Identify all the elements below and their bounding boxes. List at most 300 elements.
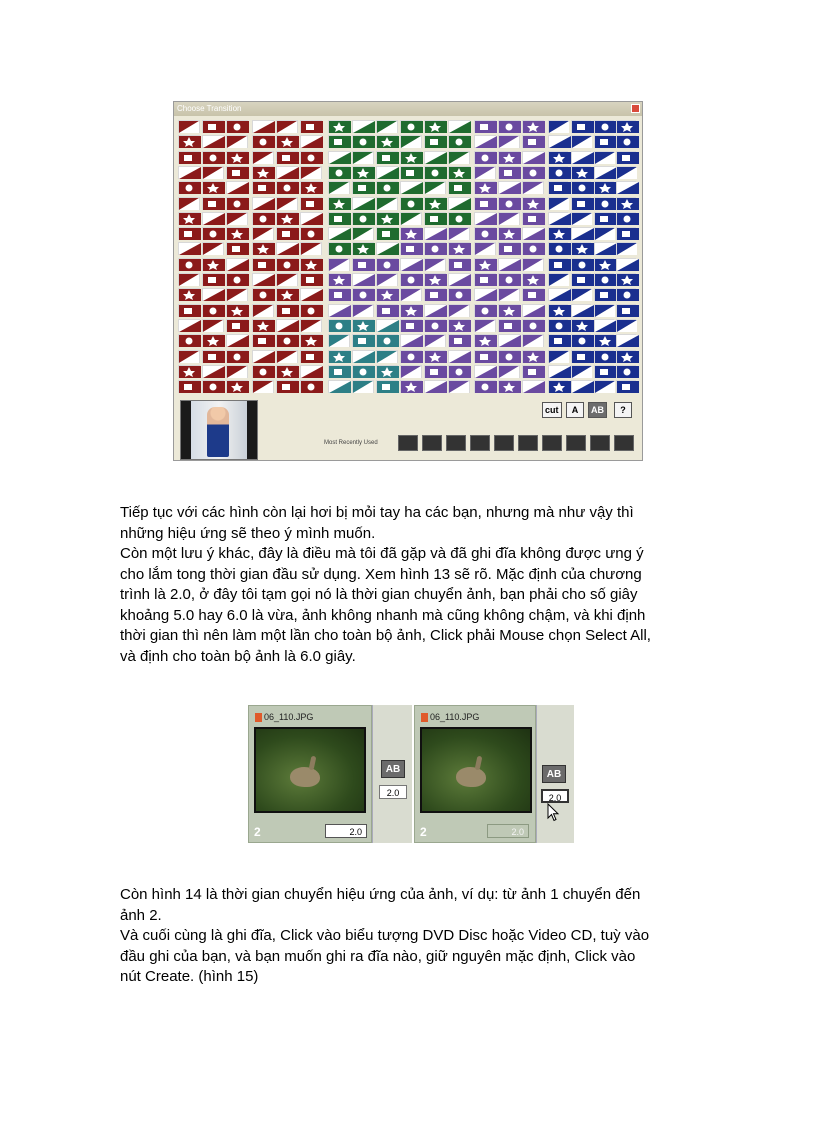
mru-transition[interactable] bbox=[590, 435, 610, 451]
transition-thumbnail[interactable] bbox=[376, 197, 398, 210]
transition-thumbnail[interactable] bbox=[226, 227, 248, 240]
transition-thumbnail[interactable] bbox=[328, 166, 350, 179]
transition-thumbnail[interactable] bbox=[300, 365, 322, 378]
transition-thumbnail[interactable] bbox=[300, 151, 322, 164]
transition-thumbnail[interactable] bbox=[178, 197, 200, 210]
transition-thumbnail[interactable] bbox=[616, 350, 636, 363]
transition-thumbnail[interactable] bbox=[202, 181, 224, 194]
transition-thumbnail[interactable] bbox=[276, 304, 298, 317]
transition-thumbnail[interactable] bbox=[178, 380, 200, 393]
transition-thumbnail[interactable] bbox=[276, 242, 298, 255]
transition-thumbnail[interactable] bbox=[474, 334, 496, 347]
transition-thumbnail[interactable] bbox=[376, 304, 398, 317]
transition-thumbnail[interactable] bbox=[376, 288, 398, 301]
transition-thumbnail[interactable] bbox=[548, 227, 568, 240]
transition-thumbnail[interactable] bbox=[300, 120, 322, 133]
transition-thumbnail[interactable] bbox=[328, 212, 350, 225]
transition-thumbnail[interactable] bbox=[571, 319, 591, 332]
transition-thumbnail[interactable] bbox=[276, 197, 298, 210]
cut-button[interactable]: cut bbox=[542, 402, 562, 418]
mru-transition[interactable] bbox=[518, 435, 538, 451]
transition-thumbnail[interactable] bbox=[424, 166, 446, 179]
transition-thumbnail[interactable] bbox=[400, 120, 422, 133]
transition-thumbnail[interactable] bbox=[424, 151, 446, 164]
transition-thumbnail[interactable] bbox=[594, 197, 614, 210]
transition-thumbnail[interactable] bbox=[300, 350, 322, 363]
transition-thumbnail[interactable] bbox=[424, 273, 446, 286]
transition-thumbnail[interactable] bbox=[594, 365, 614, 378]
transition-thumbnail[interactable] bbox=[178, 304, 200, 317]
transition-thumbnail[interactable] bbox=[498, 212, 520, 225]
transition-thumbnail[interactable] bbox=[616, 197, 636, 210]
transition-thumbnail[interactable] bbox=[352, 334, 374, 347]
transition-thumbnail[interactable] bbox=[400, 273, 422, 286]
transition-thumbnail[interactable] bbox=[226, 120, 248, 133]
transition-thumbnail[interactable] bbox=[571, 181, 591, 194]
transition-thumbnail[interactable] bbox=[498, 319, 520, 332]
transition-thumbnail[interactable] bbox=[571, 151, 591, 164]
transition-thumbnail[interactable] bbox=[300, 319, 322, 332]
transition-thumbnail[interactable] bbox=[571, 242, 591, 255]
transition-thumbnail[interactable] bbox=[548, 151, 568, 164]
transition-thumbnail[interactable] bbox=[328, 380, 350, 393]
transition-thumbnail[interactable] bbox=[376, 350, 398, 363]
transition-thumbnail[interactable] bbox=[276, 273, 298, 286]
transition-thumbnail[interactable] bbox=[178, 181, 200, 194]
transition-thumbnail[interactable] bbox=[400, 135, 422, 148]
transition-thumbnail[interactable] bbox=[448, 227, 470, 240]
transition-thumbnail[interactable] bbox=[474, 151, 496, 164]
transition-thumbnail[interactable] bbox=[571, 380, 591, 393]
mru-transition[interactable] bbox=[422, 435, 442, 451]
transition-thumbnail[interactable] bbox=[424, 212, 446, 225]
duration-field[interactable]: 2.0 bbox=[325, 824, 367, 838]
transition-thumbnail[interactable] bbox=[616, 181, 636, 194]
transition-thumbnail[interactable] bbox=[498, 151, 520, 164]
transition-thumbnail[interactable] bbox=[276, 227, 298, 240]
transition-thumbnail[interactable] bbox=[522, 258, 544, 271]
transition-thumbnail[interactable] bbox=[352, 151, 374, 164]
transition-thumbnail[interactable] bbox=[448, 212, 470, 225]
transition-thumbnail[interactable] bbox=[594, 319, 614, 332]
transition-thumbnail[interactable] bbox=[300, 227, 322, 240]
transition-thumbnail[interactable] bbox=[448, 304, 470, 317]
transition-thumbnail[interactable] bbox=[328, 365, 350, 378]
transition-thumbnail[interactable] bbox=[594, 227, 614, 240]
transition-thumbnail[interactable] bbox=[424, 380, 446, 393]
transition-thumbnail[interactable] bbox=[548, 242, 568, 255]
transition-thumbnail[interactable] bbox=[498, 334, 520, 347]
transition-thumbnail[interactable] bbox=[548, 166, 568, 179]
transition-thumbnail[interactable] bbox=[548, 212, 568, 225]
transition-thumbnail[interactable] bbox=[376, 181, 398, 194]
transition-thumbnail[interactable] bbox=[448, 135, 470, 148]
transition-thumbnail[interactable] bbox=[376, 258, 398, 271]
transition-thumbnail[interactable] bbox=[571, 166, 591, 179]
transition-thumbnail[interactable] bbox=[328, 319, 350, 332]
transition-thumbnail[interactable] bbox=[328, 304, 350, 317]
transition-thumbnail[interactable] bbox=[498, 273, 520, 286]
transition-thumbnail[interactable] bbox=[328, 227, 350, 240]
transition-thumbnail[interactable] bbox=[474, 120, 496, 133]
transition-thumbnail[interactable] bbox=[594, 151, 614, 164]
transition-thumbnail[interactable] bbox=[616, 258, 636, 271]
transition-thumbnail[interactable] bbox=[178, 273, 200, 286]
transition-thumbnail[interactable] bbox=[178, 120, 200, 133]
transition-thumbnail[interactable] bbox=[376, 212, 398, 225]
transition-thumbnail[interactable] bbox=[376, 242, 398, 255]
transition-thumbnail[interactable] bbox=[424, 350, 446, 363]
transition-thumbnail[interactable] bbox=[594, 212, 614, 225]
transition-thumbnail[interactable] bbox=[616, 273, 636, 286]
transition-thumbnail[interactable] bbox=[474, 350, 496, 363]
mru-transition[interactable] bbox=[398, 435, 418, 451]
transition-thumbnail[interactable] bbox=[424, 319, 446, 332]
transition-thumbnail[interactable] bbox=[226, 151, 248, 164]
transition-thumbnail[interactable] bbox=[276, 181, 298, 194]
transition-thumbnail[interactable] bbox=[252, 151, 274, 164]
transition-thumbnail[interactable] bbox=[400, 258, 422, 271]
transition-thumbnail[interactable] bbox=[522, 120, 544, 133]
transition-thumbnail[interactable] bbox=[498, 304, 520, 317]
transition-thumbnail[interactable] bbox=[376, 151, 398, 164]
transition-thumbnail[interactable] bbox=[594, 304, 614, 317]
transition-thumbnail[interactable] bbox=[571, 197, 591, 210]
mru-transition[interactable] bbox=[614, 435, 634, 451]
transition-thumbnail[interactable] bbox=[498, 380, 520, 393]
transition-thumbnail[interactable] bbox=[594, 242, 614, 255]
transition-thumbnail[interactable] bbox=[276, 120, 298, 133]
transition-thumbnail[interactable] bbox=[276, 350, 298, 363]
transition-thumbnail[interactable] bbox=[202, 120, 224, 133]
transition-thumbnail[interactable] bbox=[178, 288, 200, 301]
transition-thumbnail[interactable] bbox=[352, 166, 374, 179]
transition-thumbnail[interactable] bbox=[424, 242, 446, 255]
transition-thumbnail[interactable] bbox=[202, 288, 224, 301]
transition-thumbnail[interactable] bbox=[352, 258, 374, 271]
transition-thumbnail[interactable] bbox=[400, 151, 422, 164]
transition-thumbnail[interactable] bbox=[522, 365, 544, 378]
transition-thumbnail[interactable] bbox=[474, 181, 496, 194]
transition-thumbnail[interactable] bbox=[448, 273, 470, 286]
transition-thumbnail[interactable] bbox=[276, 151, 298, 164]
transition-thumbnail[interactable] bbox=[424, 365, 446, 378]
transition-thumbnail[interactable] bbox=[571, 365, 591, 378]
transition-thumbnail[interactable] bbox=[202, 273, 224, 286]
transition-thumbnail[interactable] bbox=[400, 197, 422, 210]
transition-thumbnail[interactable] bbox=[522, 334, 544, 347]
transition-thumbnail[interactable] bbox=[616, 288, 636, 301]
transition-thumbnail[interactable] bbox=[474, 258, 496, 271]
transition-thumbnail[interactable] bbox=[202, 151, 224, 164]
help-button[interactable]: ? bbox=[614, 402, 632, 418]
transition-thumbnail[interactable] bbox=[548, 273, 568, 286]
transition-thumbnail[interactable] bbox=[276, 288, 298, 301]
transition-thumbnail[interactable] bbox=[548, 197, 568, 210]
transition-thumbnail[interactable] bbox=[548, 181, 568, 194]
transition-thumbnail[interactable] bbox=[548, 304, 568, 317]
transition-thumbnail[interactable] bbox=[424, 181, 446, 194]
transition-thumbnail[interactable] bbox=[202, 319, 224, 332]
transition-thumbnail[interactable] bbox=[594, 380, 614, 393]
transition-thumbnail[interactable] bbox=[276, 135, 298, 148]
transition-thumbnail[interactable] bbox=[448, 288, 470, 301]
transition-thumbnail[interactable] bbox=[548, 380, 568, 393]
transition-thumbnail[interactable] bbox=[594, 350, 614, 363]
transition-thumbnail[interactable] bbox=[352, 242, 374, 255]
transition-thumbnail[interactable] bbox=[202, 242, 224, 255]
transition-thumbnail[interactable] bbox=[571, 258, 591, 271]
transition-thumbnail[interactable] bbox=[352, 212, 374, 225]
transition-thumbnail[interactable] bbox=[202, 166, 224, 179]
transition-thumbnail[interactable] bbox=[178, 242, 200, 255]
transition-thumbnail[interactable] bbox=[571, 212, 591, 225]
transition-thumbnail[interactable] bbox=[571, 304, 591, 317]
transition-thumbnail[interactable] bbox=[616, 319, 636, 332]
transition-thumbnail[interactable] bbox=[400, 181, 422, 194]
transition-thumbnail[interactable] bbox=[498, 166, 520, 179]
transition-thumbnail[interactable] bbox=[252, 242, 274, 255]
transition-thumbnail[interactable] bbox=[448, 197, 470, 210]
transition-thumbnail[interactable] bbox=[178, 166, 200, 179]
transition-thumbnail[interactable] bbox=[202, 258, 224, 271]
duration-field[interactable]: 2.0 bbox=[487, 824, 529, 838]
transition-thumbnail[interactable] bbox=[352, 273, 374, 286]
transition-thumbnail[interactable] bbox=[202, 304, 224, 317]
transition-thumbnail[interactable] bbox=[548, 365, 568, 378]
transition-thumbnail[interactable] bbox=[522, 288, 544, 301]
transition-thumbnail[interactable] bbox=[522, 350, 544, 363]
transition-thumbnail[interactable] bbox=[522, 135, 544, 148]
transition-thumbnail[interactable] bbox=[202, 334, 224, 347]
transition-thumbnail[interactable] bbox=[400, 350, 422, 363]
transition-thumbnail[interactable] bbox=[594, 120, 614, 133]
transition-thumbnail[interactable] bbox=[252, 365, 274, 378]
transition-thumbnail[interactable] bbox=[400, 242, 422, 255]
transition-thumbnail[interactable] bbox=[226, 181, 248, 194]
transition-thumbnail[interactable] bbox=[352, 120, 374, 133]
transition-duration[interactable]: 2.0 bbox=[379, 785, 407, 799]
transition-thumbnail[interactable] bbox=[400, 304, 422, 317]
transition-thumbnail[interactable] bbox=[616, 304, 636, 317]
transition-thumbnail[interactable] bbox=[498, 365, 520, 378]
transition-thumbnail[interactable] bbox=[616, 227, 636, 240]
transition-thumbnail[interactable] bbox=[424, 334, 446, 347]
transition-thumbnail[interactable] bbox=[400, 288, 422, 301]
transition-thumbnail[interactable] bbox=[548, 135, 568, 148]
transition-thumbnail[interactable] bbox=[424, 304, 446, 317]
mru-transition[interactable] bbox=[542, 435, 562, 451]
transition-thumbnail[interactable] bbox=[226, 365, 248, 378]
transition-thumbnail[interactable] bbox=[548, 350, 568, 363]
transition-thumbnail[interactable] bbox=[300, 135, 322, 148]
transition-thumbnail[interactable] bbox=[300, 334, 322, 347]
transition-thumbnail[interactable] bbox=[252, 135, 274, 148]
transition-thumbnail[interactable] bbox=[498, 181, 520, 194]
transition-thumbnail[interactable] bbox=[328, 334, 350, 347]
transition-thumbnail[interactable] bbox=[448, 334, 470, 347]
transition-thumbnail[interactable] bbox=[376, 120, 398, 133]
transition-thumbnail[interactable] bbox=[474, 135, 496, 148]
ab-transition-icon[interactable]: AB bbox=[542, 765, 566, 783]
transition-thumbnail[interactable] bbox=[352, 197, 374, 210]
transition-thumbnail[interactable] bbox=[226, 380, 248, 393]
transition-thumbnail[interactable] bbox=[376, 166, 398, 179]
transition-thumbnail[interactable] bbox=[474, 273, 496, 286]
transition-thumbnail[interactable] bbox=[352, 135, 374, 148]
transition-thumbnail[interactable] bbox=[352, 227, 374, 240]
transition-thumbnail[interactable] bbox=[498, 288, 520, 301]
transition-thumbnail[interactable] bbox=[616, 212, 636, 225]
transition-thumbnail[interactable] bbox=[252, 319, 274, 332]
transition-thumbnail[interactable] bbox=[376, 319, 398, 332]
transition-thumbnail[interactable] bbox=[178, 227, 200, 240]
transition-thumbnail[interactable] bbox=[400, 380, 422, 393]
a-button[interactable]: A bbox=[566, 402, 584, 418]
transition-thumbnail[interactable] bbox=[300, 212, 322, 225]
transition-thumbnail[interactable] bbox=[352, 304, 374, 317]
transition-thumbnail[interactable] bbox=[178, 151, 200, 164]
transition-thumbnail[interactable] bbox=[300, 304, 322, 317]
transition-thumbnail[interactable] bbox=[202, 227, 224, 240]
mru-transition[interactable] bbox=[470, 435, 490, 451]
transition-thumbnail[interactable] bbox=[276, 380, 298, 393]
transition-thumbnail[interactable] bbox=[448, 242, 470, 255]
transition-thumbnail[interactable] bbox=[448, 151, 470, 164]
transition-thumbnail[interactable] bbox=[252, 273, 274, 286]
transition-thumbnail[interactable] bbox=[548, 120, 568, 133]
transition-thumbnail[interactable] bbox=[474, 304, 496, 317]
transition-thumbnail[interactable] bbox=[226, 319, 248, 332]
close-icon[interactable] bbox=[631, 104, 640, 113]
transition-thumbnail[interactable] bbox=[498, 135, 520, 148]
transition-thumbnail[interactable] bbox=[178, 365, 200, 378]
transition-thumbnail[interactable] bbox=[300, 273, 322, 286]
transition-thumbnail[interactable] bbox=[376, 273, 398, 286]
transition-thumbnail[interactable] bbox=[226, 258, 248, 271]
transition-thumbnail[interactable] bbox=[276, 212, 298, 225]
transition-thumbnail[interactable] bbox=[448, 319, 470, 332]
transition-thumbnail[interactable] bbox=[594, 135, 614, 148]
transition-thumbnail[interactable] bbox=[594, 258, 614, 271]
transition-thumbnail[interactable] bbox=[252, 212, 274, 225]
transition-thumbnail[interactable] bbox=[252, 181, 274, 194]
transition-thumbnail[interactable] bbox=[498, 242, 520, 255]
transition-thumbnail[interactable] bbox=[202, 197, 224, 210]
transition-thumbnail[interactable] bbox=[424, 288, 446, 301]
transition-thumbnail[interactable] bbox=[202, 135, 224, 148]
transition-thumbnail[interactable] bbox=[522, 319, 544, 332]
transition-thumbnail[interactable] bbox=[178, 334, 200, 347]
transition-thumbnail[interactable] bbox=[400, 319, 422, 332]
transition-thumbnail[interactable] bbox=[522, 304, 544, 317]
transition-thumbnail[interactable] bbox=[252, 166, 274, 179]
transition-thumbnail[interactable] bbox=[522, 380, 544, 393]
transition-thumbnail[interactable] bbox=[400, 227, 422, 240]
transition-thumbnail[interactable] bbox=[400, 365, 422, 378]
transition-thumbnail[interactable] bbox=[226, 242, 248, 255]
transition-thumbnail[interactable] bbox=[571, 334, 591, 347]
transition-thumbnail[interactable] bbox=[226, 350, 248, 363]
transition-thumbnail[interactable] bbox=[522, 197, 544, 210]
transition-thumbnail[interactable] bbox=[594, 181, 614, 194]
transition-thumbnail[interactable] bbox=[328, 151, 350, 164]
transition-thumbnail[interactable] bbox=[352, 350, 374, 363]
transition-thumbnail[interactable] bbox=[616, 334, 636, 347]
transition-thumbnail[interactable] bbox=[522, 181, 544, 194]
transition-thumbnail[interactable] bbox=[202, 212, 224, 225]
transition-thumbnail[interactable] bbox=[202, 350, 224, 363]
transition-duration-editing[interactable]: 2.0 bbox=[541, 789, 569, 803]
transition-thumbnail[interactable] bbox=[276, 319, 298, 332]
transition-thumbnail[interactable] bbox=[276, 365, 298, 378]
transition-thumbnail[interactable] bbox=[548, 319, 568, 332]
transition-thumbnail[interactable] bbox=[616, 365, 636, 378]
transition-thumbnail[interactable] bbox=[276, 258, 298, 271]
transition-thumbnail[interactable] bbox=[252, 227, 274, 240]
transition-thumbnail[interactable] bbox=[548, 288, 568, 301]
transition-thumbnail[interactable] bbox=[594, 288, 614, 301]
transition-thumbnail[interactable] bbox=[226, 135, 248, 148]
transition-thumbnail[interactable] bbox=[252, 380, 274, 393]
transition-thumbnail[interactable] bbox=[474, 288, 496, 301]
transition-thumbnail[interactable] bbox=[498, 120, 520, 133]
transition-thumbnail[interactable] bbox=[178, 258, 200, 271]
transition-thumbnail[interactable] bbox=[300, 242, 322, 255]
transition-thumbnail[interactable] bbox=[448, 380, 470, 393]
transition-thumbnail[interactable] bbox=[448, 166, 470, 179]
transition-thumbnail[interactable] bbox=[300, 288, 322, 301]
transition-thumbnail[interactable] bbox=[594, 273, 614, 286]
transition-thumbnail[interactable] bbox=[328, 120, 350, 133]
transition-thumbnail[interactable] bbox=[424, 120, 446, 133]
transition-thumbnail[interactable] bbox=[328, 197, 350, 210]
transition-thumbnail[interactable] bbox=[276, 334, 298, 347]
transition-thumbnail[interactable] bbox=[352, 181, 374, 194]
transition-thumbnail[interactable] bbox=[448, 181, 470, 194]
transition-thumbnail[interactable] bbox=[226, 273, 248, 286]
transition-thumbnail[interactable] bbox=[498, 197, 520, 210]
transition-thumbnail[interactable] bbox=[548, 334, 568, 347]
transition-thumbnail[interactable] bbox=[522, 212, 544, 225]
transition-thumbnail[interactable] bbox=[300, 181, 322, 194]
transition-thumbnail[interactable] bbox=[424, 135, 446, 148]
transition-thumbnail[interactable] bbox=[616, 166, 636, 179]
transition-thumbnail[interactable] bbox=[376, 227, 398, 240]
transition-thumbnail[interactable] bbox=[448, 258, 470, 271]
mru-transition[interactable] bbox=[566, 435, 586, 451]
transition-thumbnail[interactable] bbox=[352, 319, 374, 332]
transition-thumbnail[interactable] bbox=[252, 120, 274, 133]
transition-thumbnail[interactable] bbox=[252, 258, 274, 271]
transition-thumbnail[interactable] bbox=[226, 197, 248, 210]
transition-thumbnail[interactable] bbox=[522, 273, 544, 286]
transition-thumbnail[interactable] bbox=[376, 334, 398, 347]
transition-thumbnail[interactable] bbox=[594, 166, 614, 179]
transition-thumbnail[interactable] bbox=[376, 365, 398, 378]
transition-thumbnail[interactable] bbox=[376, 135, 398, 148]
transition-thumbnail[interactable] bbox=[424, 227, 446, 240]
transition-thumbnail[interactable] bbox=[400, 166, 422, 179]
transition-thumbnail[interactable] bbox=[352, 288, 374, 301]
transition-thumbnail[interactable] bbox=[376, 380, 398, 393]
transition-thumbnail[interactable] bbox=[571, 227, 591, 240]
transition-thumbnail[interactable] bbox=[571, 120, 591, 133]
transition-thumbnail[interactable] bbox=[616, 120, 636, 133]
transition-thumbnail[interactable] bbox=[448, 120, 470, 133]
transition-thumbnail[interactable] bbox=[571, 273, 591, 286]
transition-thumbnail[interactable] bbox=[571, 350, 591, 363]
